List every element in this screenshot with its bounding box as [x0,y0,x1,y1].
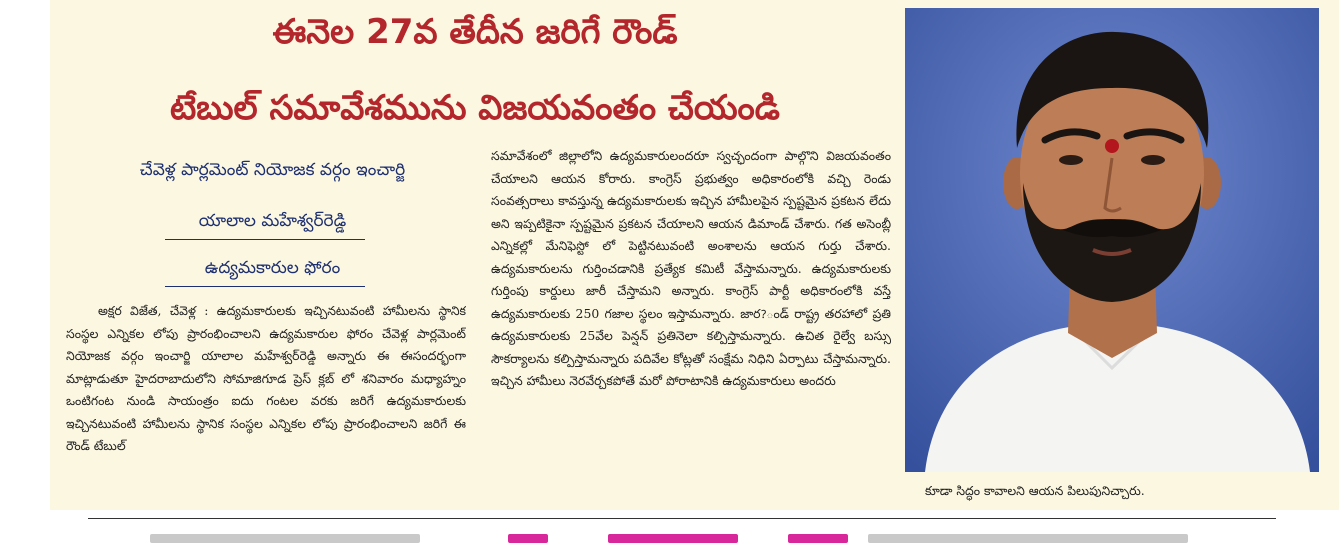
portrait-photo [905,8,1319,472]
section-divider [88,518,1276,519]
photo-caption: కూడా సిద్ధం కావాలని ఆయన పిలుపునిచ్చారు. [925,483,1145,498]
article-column-1: అక్షర విజేత, చేవెళ్ల : ఉద్యమకారులకు ఇచ్చినటువంటి హామీలను స్థానిక సంస్థల ఎన్నికల లోపు ప్రారంభించాలని ఉద్యమకారుల ఫోరం చేవెళ్ల పార్లమెంట్ నియోజక వర్గం ఇంచార్జి యాలాల మహేశ్వర్‌రెడ్డి అన్నారు ఈ ఈసందర్భంగా మాట్లాడుతూ హైదరాబాదులోని సోమాజిగూడ ప్రెస్ క్లబ్ లో శనివారం మధ్యాహ్నం ఒంటిగంట నుండి సాయంత్రం ఐదు గంటల వరకు జరిగే ఉద్యమకారులకు ఇచ్చినటువంటి హామీలను స్థానిక సంస్థల ఎన్నికల లోపు ప్రారంభించాలని జరిగే ఈ రౌండ్ టేబుల్ [66,303,466,453]
subhead-person-name: యాలాల మహేశ్వర్‌రెడ్డి [198,211,347,231]
subhead-forum: ఉద్యమకారుల ఫోరం [204,258,341,278]
subhead-underline-1 [165,239,365,240]
headline-line-2: టేబుల్ సమావేశమును విజయవంతం చేయండి [170,88,780,128]
next-article-partial [88,534,1276,543]
headline-line-1: ఈనెల 27వ తేదీన జరిగే రౌండ్ [272,12,678,52]
article-column-2: సమావేశంలో జిల్లాలోని ఉద్యమకారులందరూ స్వచ్ఛందంగా పాల్గొని విజయవంతం చేయాలని ఆయన కోరారు. కాంగ్రెస్ ప్రభుత్వం అధికారంలోకి వచ్చి రెండు సంవత్సరాలు కావస్తున్న ఉద్యమకారులకు ఇచ్చిన హామీలపైన స్పష్టమైన ప్రకటన లేదు అని ఇప్పటికైనా స్పష్టమైన ప్రకటన చేయాలని ఆయన డిమాండ్ చేశారు. గత అసెంబ్లీ ఎన్నికల్లో మేనిఫెస్టో లో పెట్టినటువంటి అంశాలను ఆయన గుర్తు చేశారు. ఉద్యమకారులను గుర్తించడానికి ప్రత్యేక కమిటీ వేస్తామన్నారు. ఉద్యమకారులకు గుర్తింపు కార్డులు జారీ చేస్తామని అన్నారు. కాంగ్రెస్ పార్టీ అధికారంలోకి వస్తే ఉద్యమకారులకు 250 గజాల స్థలం ఇస్తామన్నారు. జార?ండ్ రాష్ట్ర తరహాలో ప్రతి ఉద్యమకారులకు 25వేల పెన్షన్ ప్రతినెలా కల్పిస్తామన్నారు. ఉచిత రైల్వే బస్సు సౌకర్యాలను కల్పిస్తామన్నారు పదివేల కోట్లతో సంక్షేమ నిధిని ఏర్పాటు చేస్తామన్నారు. ఇచ్చిన హామీలు నెరవేర్చకపోతే మరో పోరాటానికి ఉద్యమకారులు అందరు [491,148,891,388]
subhead-constituency: చేవెళ్ల పార్లమెంట్ నియోజక వర్గం ఇంచార్జి [139,160,406,180]
subhead-underline-2 [165,286,365,287]
